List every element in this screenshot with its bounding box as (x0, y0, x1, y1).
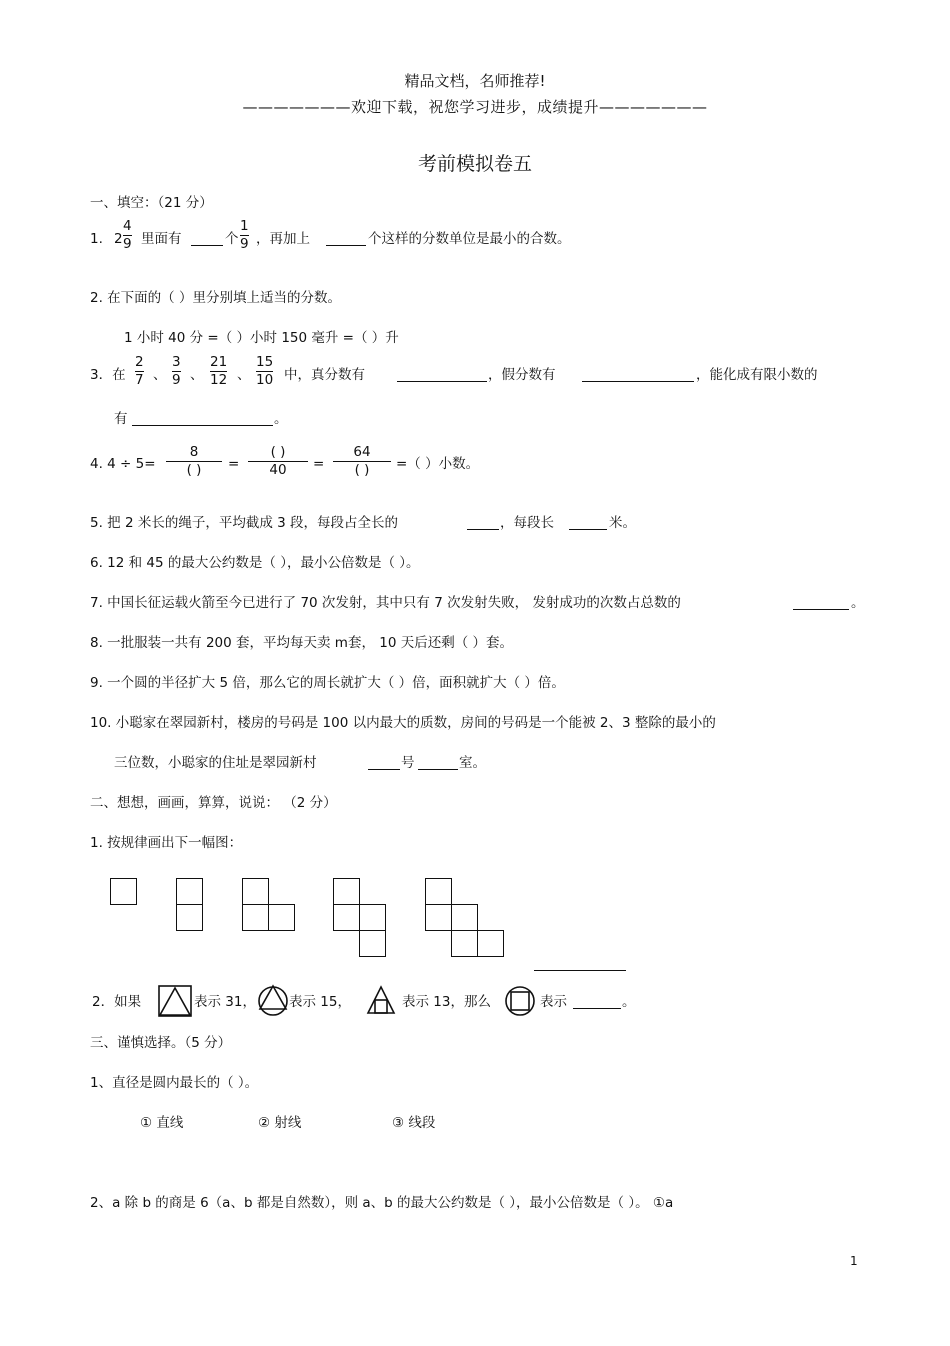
q4-fraction-3 (333, 445, 391, 478)
q1-text-1: 里面有 (141, 231, 182, 247)
q4-lead: 4. 4 ÷ 5= (90, 456, 156, 472)
q3-blank-improper[interactable] (582, 367, 694, 382)
section2-heading: 二、想想，画画，算算，说说： （2 分） (90, 795, 337, 811)
q4-tail: =（ ）小数。 (396, 456, 480, 472)
q3-fraction-3 (210, 355, 227, 388)
fraction-bottom: 10 (256, 372, 274, 388)
triangle-in-circle-icon (257, 983, 289, 1017)
q3-text-3: ，能化成有限小数的 (696, 367, 818, 383)
q3-blank-finite[interactable] (132, 411, 273, 426)
q3-text-1: 中，真分数有 (284, 367, 365, 383)
square (359, 930, 386, 957)
q1-frac-bottom: 9 (123, 236, 132, 252)
q1-frac-top: 4 (123, 218, 132, 234)
question-2-sub: 1 小时 40 分 =（ ）小时 150 毫升 =（ ）升 (124, 330, 399, 346)
q7-blank[interactable] (793, 595, 849, 610)
q10-text-3: 室。 (459, 755, 486, 771)
q1-mixed-fraction (123, 219, 132, 252)
q3-sep-1: 、 (153, 367, 167, 383)
q3-text-5: 。 (274, 411, 288, 427)
s2q2-text-1: 表示 31， (194, 994, 256, 1010)
square (451, 904, 478, 931)
q10-text-1: 三位数，小聪家的住址是翠园新村 (114, 755, 317, 771)
question-8: 8. 一批服装一共有 200 套，平均每天卖 m套， 10 天后还剩（ ）套。 (90, 635, 514, 651)
square (359, 904, 386, 931)
fraction-blank[interactable]: ( ) (354, 462, 370, 478)
q3-blank-proper[interactable] (397, 367, 487, 382)
q1-unit-bottom: 9 (240, 236, 249, 252)
header-line2: ———————欢迎下载，祝您学习进步，成绩提升——————— (242, 98, 708, 116)
square (242, 878, 269, 905)
section3-heading: 三、谨慎选择。（5 分） (90, 1035, 232, 1051)
s2q2-blank[interactable] (573, 994, 621, 1009)
q3-fraction-1 (135, 355, 144, 388)
question-6: 6. 12 和 45 的最大公约数是（ ），最小公倍数是（ ）。 (90, 555, 420, 571)
square (242, 904, 269, 931)
fraction-top: 8 (189, 444, 199, 460)
q1-text-4: 个这样的分数单位是最小的合数。 (368, 231, 571, 247)
square (333, 904, 360, 931)
fraction-top: 2 (135, 354, 144, 370)
q1-text-3: ，再加上 (256, 231, 310, 247)
fraction-bottom: 7 (135, 372, 144, 388)
q1-number: 1. (90, 231, 103, 247)
q4-fraction-1 (166, 445, 222, 478)
square (176, 904, 203, 931)
square (333, 878, 360, 905)
square (425, 904, 452, 931)
q1-text-2: 个 (225, 231, 239, 247)
q3-sep-2: 、 (190, 367, 204, 383)
option-3[interactable]: ③ 线段 (392, 1115, 436, 1131)
s2q2-text-3: 表示 13，那么 (402, 994, 491, 1010)
q3-number: 3．在 (90, 367, 126, 383)
q1-unit-top: 1 (240, 218, 249, 234)
page-number: 1 (850, 1254, 858, 1268)
square (176, 878, 203, 905)
square (451, 930, 478, 957)
triangle-with-square-icon (366, 985, 396, 1015)
page-title: 考前模拟卷五 (417, 153, 532, 175)
fraction-top: 3 (172, 354, 181, 370)
q10-blank-building[interactable] (368, 755, 400, 770)
fraction-blank[interactable]: ( ) (270, 444, 286, 460)
s2q2-text-5: 。 (622, 994, 636, 1010)
q1-whole: 2 (114, 231, 123, 247)
section3-q2: 2、a 除 b 的商是 6（a、b 都是自然数），则 a、b 的最大公约数是（ ），最小公倍数是（ ）。 ①a (90, 1195, 674, 1211)
q5-text-3: 米。 (609, 515, 636, 531)
square (477, 930, 504, 957)
q5-text-1: 5. 把 2 米长的绳子，平均截成 3 段，每段占全长的 (90, 515, 399, 531)
q1-blank-2[interactable] (326, 231, 366, 246)
triangle-in-square-icon (157, 984, 193, 1018)
q4-fraction-2 (248, 445, 308, 478)
header-line1: 精品文档，名师推荐! (404, 72, 546, 90)
fraction-bottom: 9 (172, 372, 181, 388)
q4-eq-1: = (228, 456, 240, 472)
q3-text-2: ，假分数有 (488, 367, 556, 383)
fraction-top: 21 (210, 354, 228, 370)
q10-line-1: 10. 小聪家在翠园新村，楼房的号码是 100 以内最大的质数，房间的号码是一个能被 2、3 整除的最小的 (90, 715, 716, 731)
section1-heading: 一、填空：（21 分） (90, 195, 213, 211)
fraction-bottom: 40 (269, 462, 287, 478)
q10-blank-room[interactable] (418, 755, 458, 770)
q7-text-1: 7. 中国长征运载火箭至今已进行了 70 次发射，其中只有 7 次发射失败， 发射成功的次数占总数的 (90, 595, 681, 611)
q3-fraction-4 (256, 355, 273, 388)
square-in-circle-icon (504, 985, 536, 1017)
q5-blank-1[interactable] (467, 515, 499, 530)
q10-text-2: 号 (401, 755, 415, 771)
option-2[interactable]: ② 射线 (258, 1115, 302, 1131)
q5-text-2: ，每段长 (500, 515, 554, 531)
q5-blank-2[interactable] (569, 515, 607, 530)
question-2: 2. 在下面的（ ）里分别填上适当的分数。 (90, 290, 341, 306)
fraction-top: 15 (256, 354, 274, 370)
fraction-blank[interactable]: ( ) (186, 462, 202, 478)
s2q2-lead: 2．如果 (92, 994, 142, 1010)
q3-fraction-2 (172, 355, 181, 388)
s2q2-text-4: 表示 (540, 994, 567, 1010)
q7-text-2: 。 (851, 595, 865, 611)
q1-blank-1[interactable] (191, 231, 223, 246)
option-1[interactable]: ① 直线 (140, 1115, 184, 1131)
answer-line[interactable] (534, 970, 626, 971)
square (268, 904, 295, 931)
section3-q1: 1、直径是圆内最长的（ ）。 (90, 1075, 259, 1091)
square (110, 878, 137, 905)
fraction-top: 64 (353, 444, 371, 460)
fraction-bottom: 12 (210, 372, 228, 388)
square (425, 878, 452, 905)
s2q2-text-2: 表示 15， (289, 994, 351, 1010)
q4-eq-2: = (313, 456, 325, 472)
section2-q1: 1. 按规律画出下一幅图： (90, 835, 243, 851)
question-9: 9. 一个圆的半径扩大 5 倍，那么它的周长就扩大（ ）倍，面积就扩大（ ）倍。 (90, 675, 565, 691)
q3-text-4: 有 (114, 411, 128, 427)
q1-unit-fraction (240, 219, 249, 252)
q3-sep-3: 、 (237, 367, 251, 383)
